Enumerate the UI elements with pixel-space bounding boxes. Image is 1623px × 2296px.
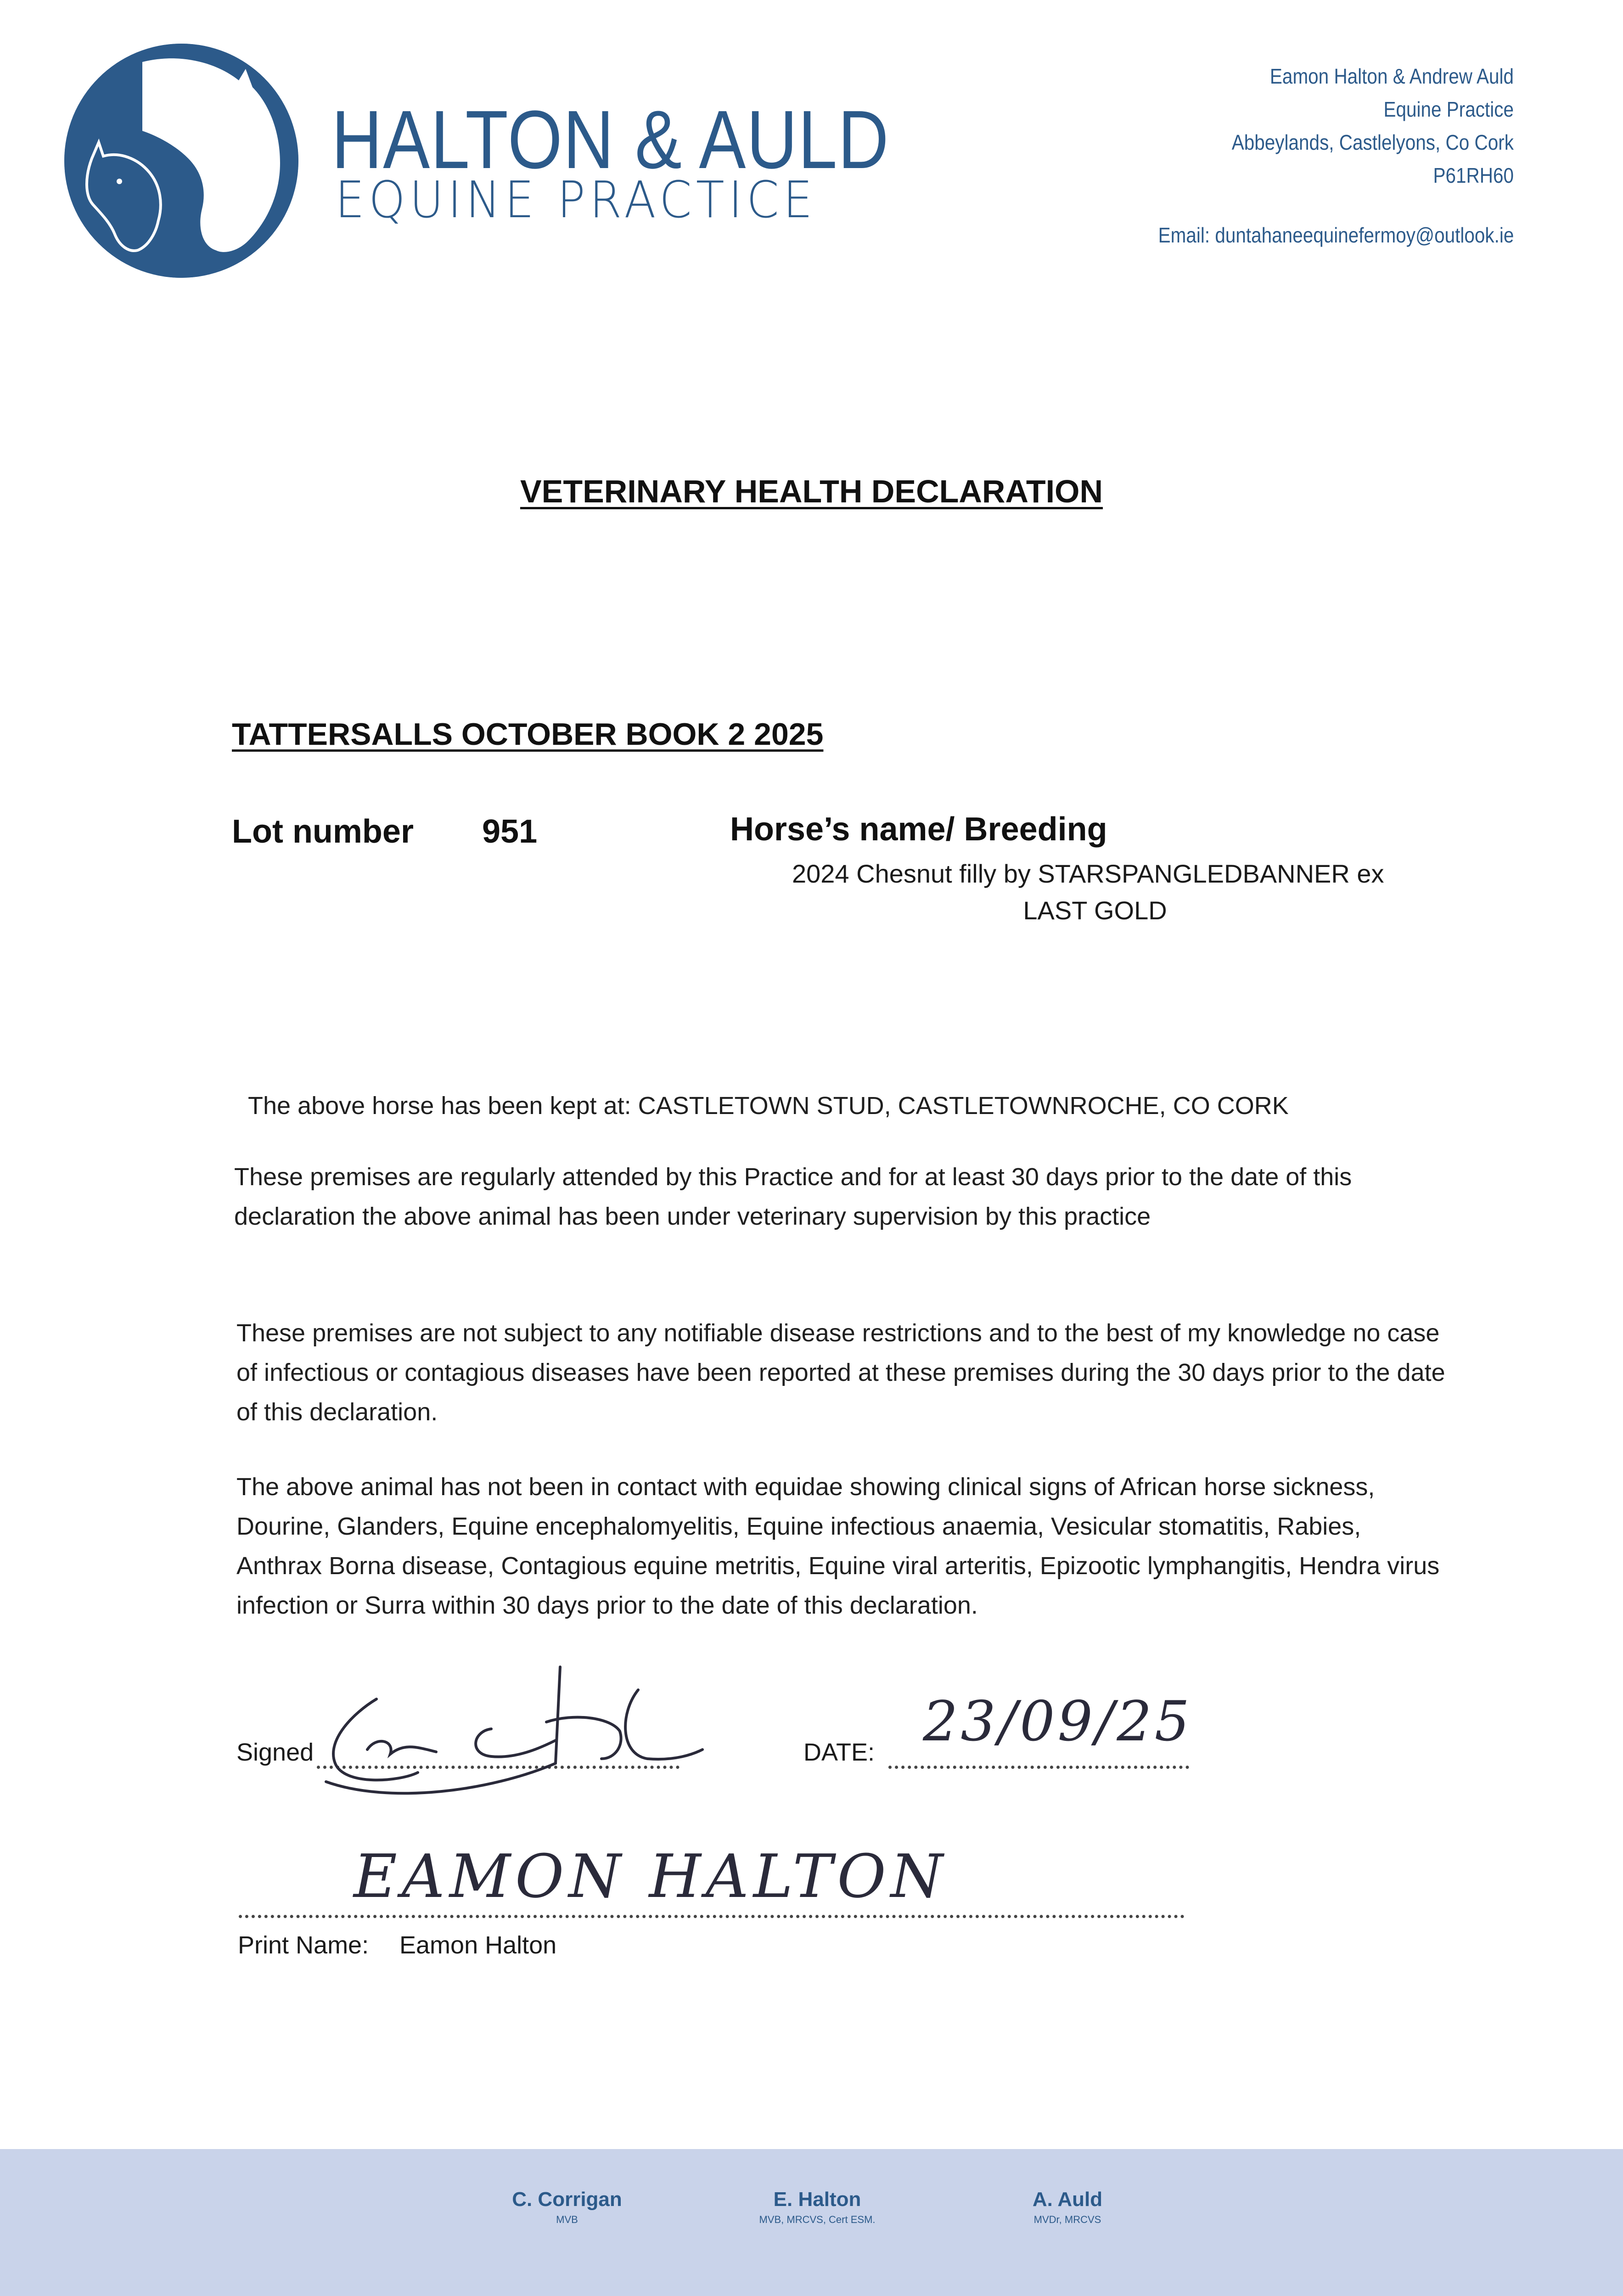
address-line: P61RH60 [1433, 163, 1514, 187]
restrictions-paragraph: These premises are not subject to any notifiable disease restrictions and to the best of my knowledge no case of infectious or contagious diseases have been reported at these premises during the 30 days prior to the date of this declaration. [236, 1319, 1445, 1426]
disease-contact-paragraph: The above animal has not been in contact with equidae showing clinical signs of African horse sickness, Dourine, Glanders, Equine encephalomyelitis, Equine infectious anaemia, Vesicular stomatitis, Rabies, Anthrax Borna disease, Contagious equine metritis, Equine viral arteritis, Epizootic lymphangitis, Hendra virus infection or Surra within 30 days prior to the date of this declaration. [236, 1473, 1440, 1619]
brand-title: HALTON & AULD [331, 94, 890, 186]
practice-email: Email: duntahaneequinefermoy@outlook.ie [1158, 223, 1514, 247]
vet-name: C. Corrigan [512, 2188, 622, 2211]
vet-credit [976, 2188, 1159, 2226]
vet-qualifications: MVB, MRCVS, Cert ESM. [759, 2214, 876, 2225]
address-line: Equine Practice [1383, 97, 1514, 121]
print-name-value: Eamon Halton [399, 1931, 557, 1959]
address-line: Eamon Halton & Andrew Auld [1269, 64, 1514, 88]
practice-address [1193, 60, 1514, 192]
date-line [888, 1766, 1189, 1769]
address-line: Abbeylands, Castlelyons, Co Cork [1231, 130, 1514, 154]
document-title: VETERINARY HEALTH DECLARATION [520, 473, 1103, 509]
signed-label: Signed [236, 1739, 314, 1766]
breeding-line: LAST GOLD [1023, 896, 1167, 925]
breeding-line: 2024 Chesnut filly by STARSPANGLEDBANNER ex [792, 859, 1384, 888]
practice-logo [64, 44, 298, 278]
brand-subtitle: EQUINE PRACTICE [335, 170, 817, 229]
date-label: DATE: [803, 1739, 875, 1766]
horse-head-icon [64, 44, 298, 278]
vet-qualifications: MVDr, MRCVS [1033, 2214, 1101, 2225]
handwritten-print-name: EAMON HALTON [354, 1841, 948, 1911]
lot-number-label: Lot number [232, 813, 414, 850]
print-name-label: Print Name: [238, 1931, 369, 1959]
sale-title: TATTERSALLS OCTOBER BOOK 2 2025 [232, 717, 824, 752]
handwritten-date: 23/09/25 [923, 1690, 1192, 1754]
supervision-paragraph: These premises are regularly attended by this Practice and for at least 30 days prior to the date of this declaration the above animal has been under veterinary supervision by this practice [234, 1163, 1352, 1230]
vet-name: A. Auld [1032, 2188, 1103, 2211]
vet-credit [475, 2188, 659, 2226]
handwritten-signature [298, 1649, 712, 1814]
print-name-line [239, 1915, 1185, 1918]
premises-statement: The above horse has been kept at: CASTLETOWN STUD, CASTLETOWNROCHE, CO CORK [248, 1092, 1289, 1120]
horse-name-label: Horse’s name/ Breeding [730, 811, 1107, 848]
vet-credit [725, 2188, 909, 2226]
vet-name: E. Halton [773, 2188, 861, 2211]
lot-number-value: 951 [482, 813, 538, 850]
vet-qualifications: MVB [556, 2214, 578, 2225]
